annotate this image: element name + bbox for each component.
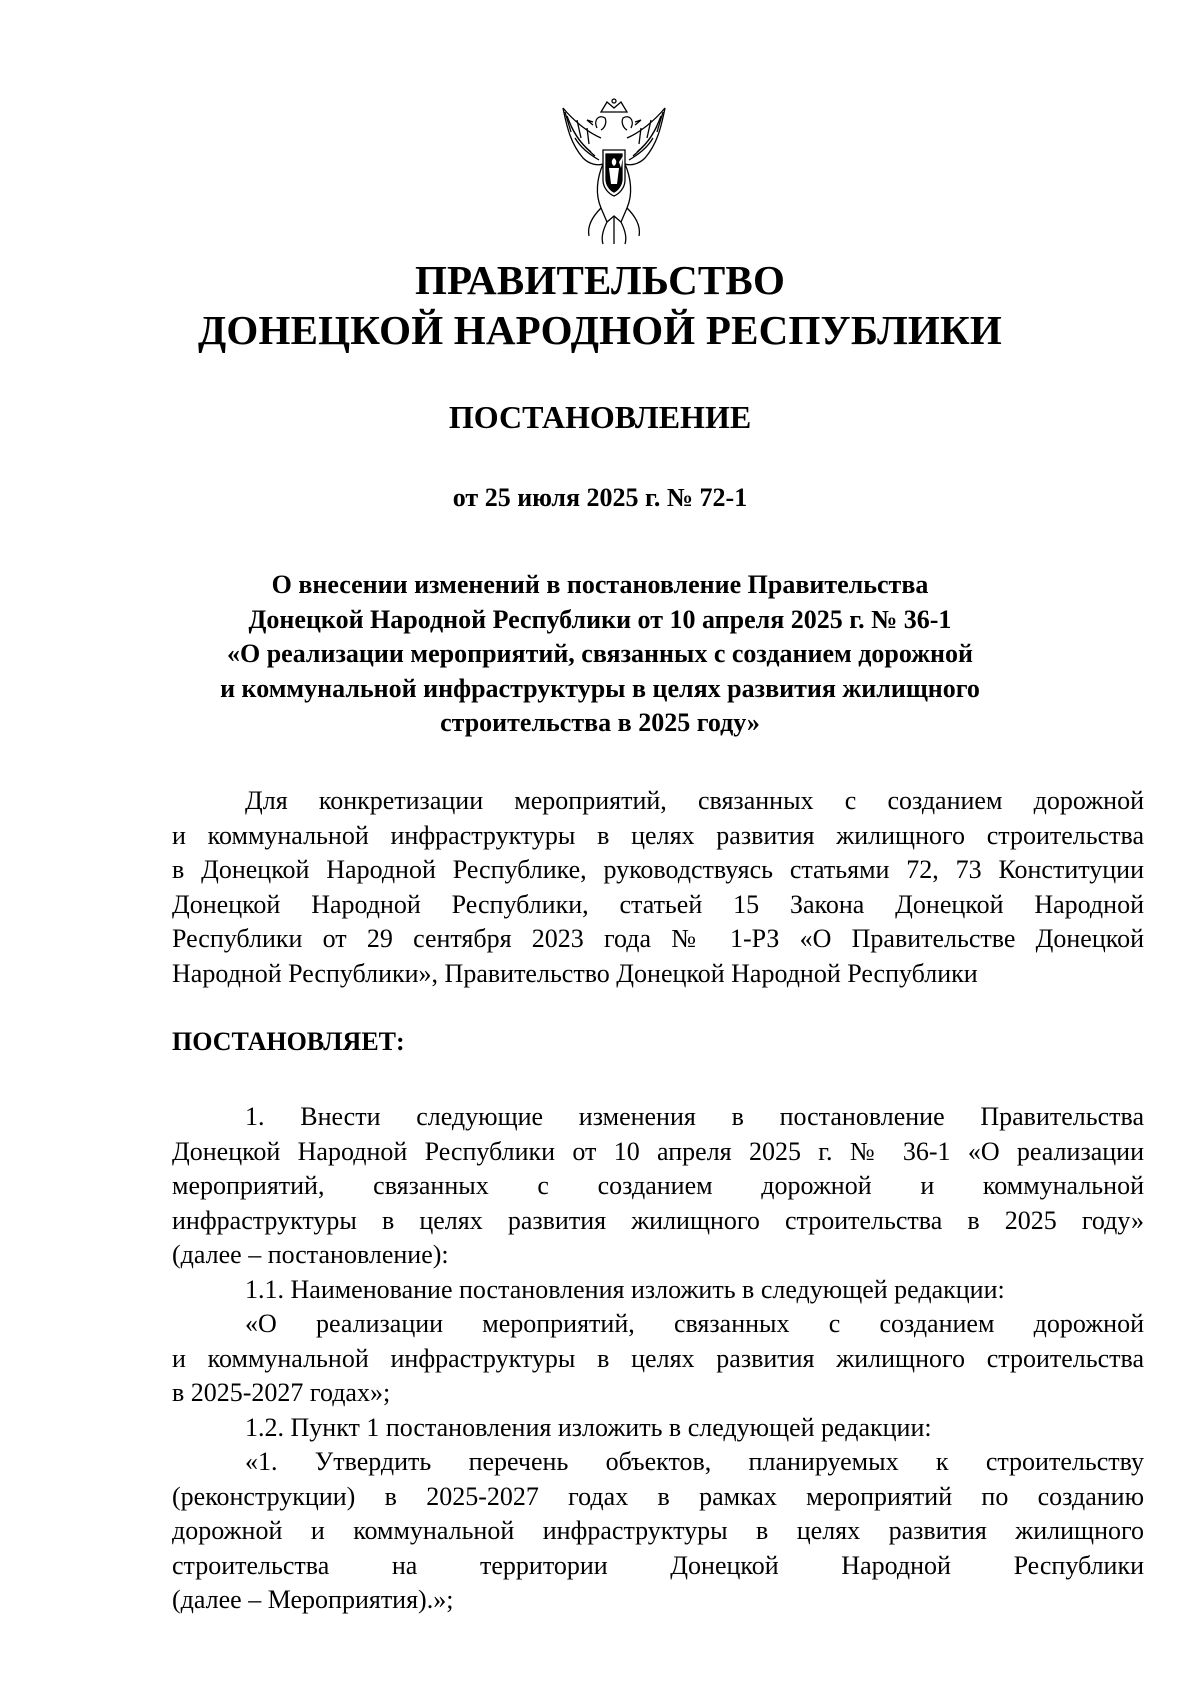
document-subject	[0, 568, 1200, 741]
document-date-number: от 25 июля 2025 г. № 72-1	[452, 483, 748, 512]
subject-line: и коммунальной инфраструктуры в целях развития жилищного	[220, 673, 980, 703]
paragraph-line: в Донецкой Народной Республике, руководствуясь статьями 72, 73 Конституции	[172, 855, 1144, 884]
subject-line: «О реализации мероприятий, связанных с созданием дорожной	[226, 639, 974, 668]
paragraph-line: 1.2. Пункт 1 постановления изложить в следующей редакции:	[245, 1412, 932, 1442]
subject-line: строительства в 2025 году»	[440, 708, 760, 737]
decree-heading: ПОСТАНОВЛЯЕТ:	[172, 1027, 405, 1056]
government-title-line1: ПРАВИТЕЛЬСТВО	[414, 257, 786, 303]
decree-items	[172, 1100, 1144, 1618]
paragraph-line: Для конкретизации мероприятий, связанных с созданием дорожной	[245, 786, 1144, 815]
paragraph-line: строительства на территории Донецкой Народной Республики	[172, 1550, 1144, 1580]
paragraph-line: инфраструктуры в целях развития жилищного строительства в 2025 году»	[172, 1205, 1144, 1235]
paragraph-line: 1.1. Наименование постановления изложить в следующей редакции:	[245, 1274, 1005, 1304]
subject-line: О внесении изменений в постановление Правительства	[271, 570, 929, 599]
paragraph-line: Донецкой Народной Республики, статьей 15 Закона Донецкой Народной	[172, 889, 1144, 919]
document-type: ПОСТАНОВЛЕНИЕ	[448, 399, 752, 435]
paragraph-line: (реконструкции) в 2025-2027 годах в рамках мероприятий по созданию	[172, 1481, 1144, 1511]
paragraph-line: (далее – Мероприятия).»;	[172, 1585, 454, 1614]
paragraph-line: и коммунальной инфраструктуры в целях развития жилищного строительства	[172, 1343, 1144, 1373]
preamble-paragraph	[172, 784, 1144, 991]
paragraph-line: «1. Утвердить перечень объектов, планируемых к строительству	[245, 1447, 1144, 1476]
paragraph-line: Республики от 29 сентября 2023 года № 1-РЗ «О Правительстве Донецкой	[172, 924, 1144, 953]
government-title-line2: ДОНЕЦКОЙ НАРОДНОЙ РЕСПУБЛИКИ	[198, 307, 1002, 353]
paragraph-line: 1. Внести следующие изменения в постановление Правительства	[245, 1102, 1144, 1131]
paragraph-line: Донецкой Народной Республики от 10 апреля 2025 г. № 36-1 «О реализации	[172, 1136, 1144, 1166]
paragraph-line: (далее – постановление):	[172, 1240, 449, 1269]
subject-line: Донецкой Народной Республики от 10 апреля 2025 г. № 36-1	[248, 604, 952, 634]
paragraph-line: Народной Республики», Правительство Донецкой Народной Республики	[172, 958, 978, 988]
paragraph-line: «О реализации мероприятий, связанных с созданием дорожной	[245, 1309, 1144, 1338]
paragraph-line: и коммунальной инфраструктуры в целях развития жилищного строительства	[172, 820, 1144, 850]
paragraph-line: в 2025-2027 годах»;	[172, 1378, 391, 1407]
coat-of-arms-icon	[557, 98, 671, 246]
paragraph-line: дорожной и коммунальной инфраструктуры в целях развития жилищного	[172, 1516, 1144, 1545]
paragraph-line: мероприятий, связанных с созданием дорожной и коммунальной	[172, 1171, 1144, 1200]
